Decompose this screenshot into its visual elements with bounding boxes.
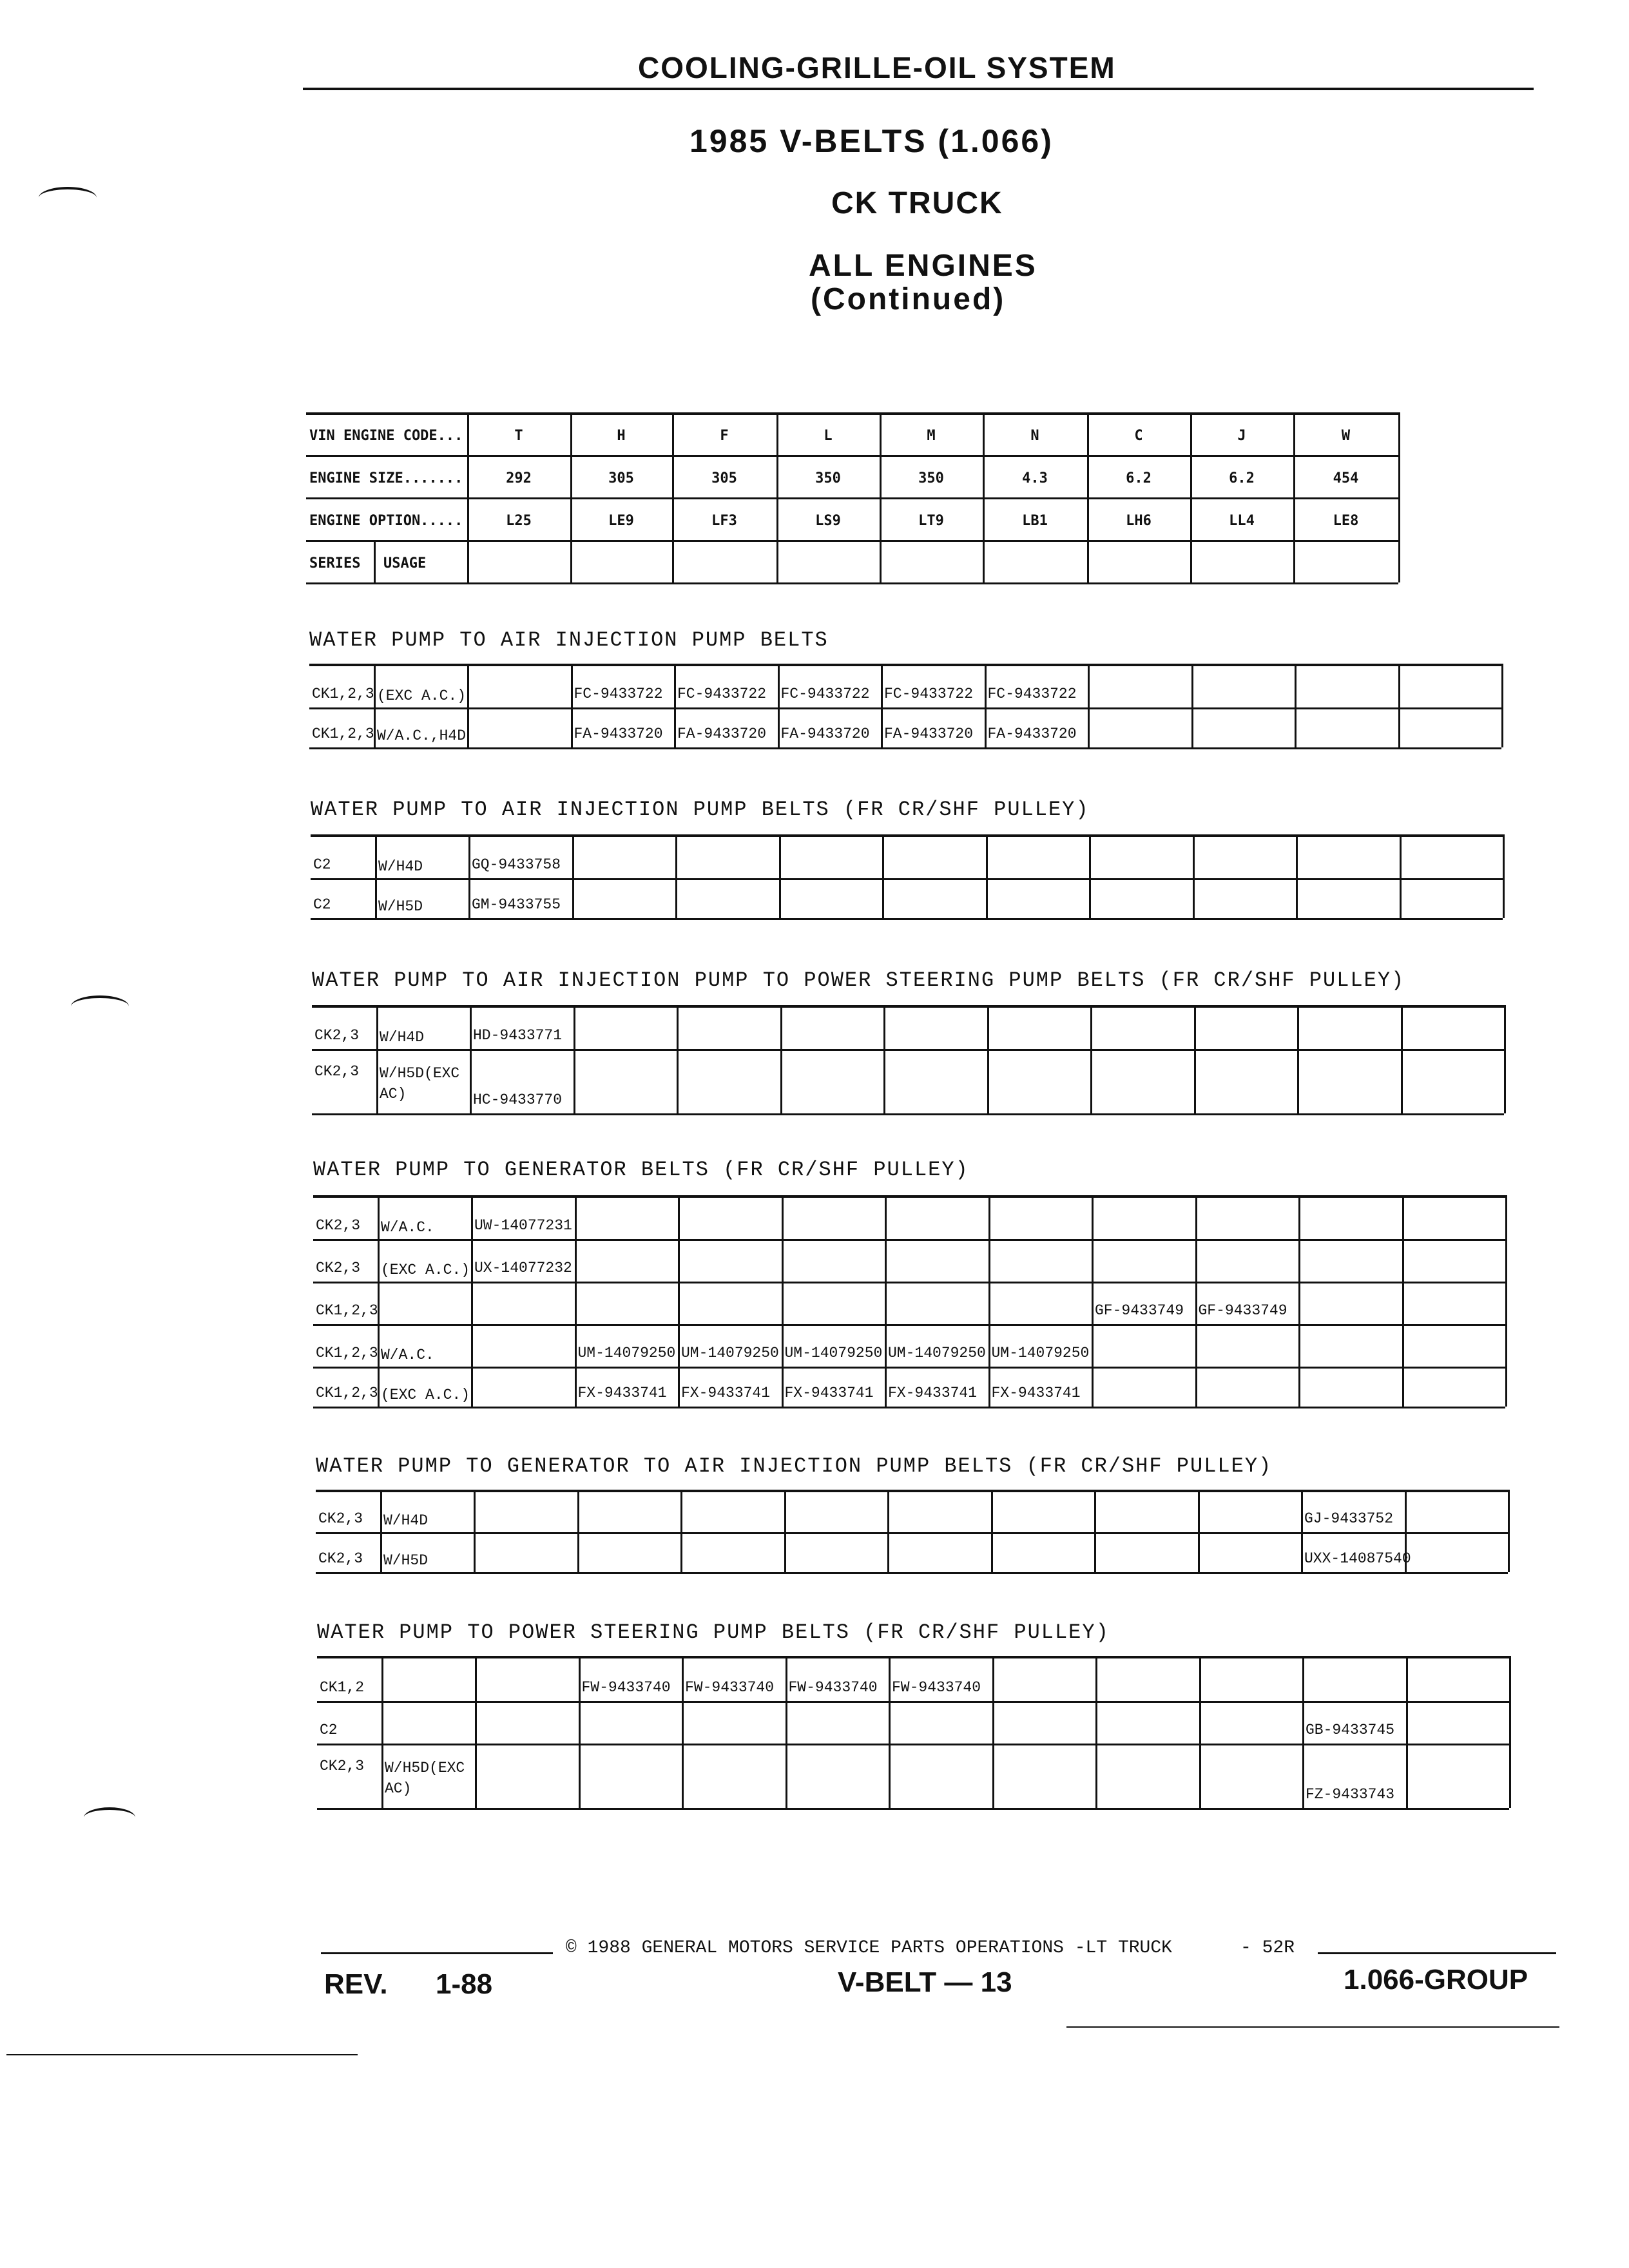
- section-col-rule: [1298, 1195, 1300, 1407]
- section-col-rule: [470, 1005, 472, 1113]
- section-col-rule: [1402, 1195, 1404, 1407]
- section-row-rule: [316, 1572, 1508, 1574]
- section-col-rule: [376, 1005, 378, 1113]
- section-col-rule: [471, 1195, 473, 1407]
- spec-row-label: VIN ENGINE CODE...: [309, 428, 463, 444]
- spec-value: LF3: [711, 513, 737, 529]
- revision-date: 1-88: [436, 1968, 493, 2000]
- usage-cell: (EXC A.C.): [381, 1262, 470, 1278]
- spec-value: H: [617, 428, 626, 444]
- part-number-cell: UXX-14087540: [1304, 1550, 1411, 1567]
- series-cell: CK2,3: [318, 1550, 363, 1567]
- page-title: 1985 V-BELTS (1.066): [689, 123, 1054, 159]
- section-col-rule: [881, 664, 883, 747]
- section-col-rule: [574, 1005, 575, 1113]
- part-number-cell: UX-14077232: [474, 1260, 572, 1276]
- spec-value: 350: [815, 470, 841, 486]
- section-row-rule: [309, 747, 1501, 749]
- section-col-rule: [381, 1656, 383, 1808]
- section-col-rule: [575, 1195, 577, 1407]
- section-top-rule: [313, 1195, 1505, 1198]
- part-number-cell: FX-9433741: [784, 1385, 874, 1401]
- section-row-rule: [317, 1701, 1509, 1703]
- part-number-cell: HD-9433771: [473, 1027, 563, 1044]
- section-col-rule: [572, 834, 574, 918]
- section-row-rule: [311, 918, 1503, 920]
- part-number-cell: FX-9433741: [888, 1385, 978, 1401]
- usage-cell: (EXC A.C.): [377, 687, 467, 704]
- section-top-rule: [317, 1656, 1509, 1658]
- section-col-rule: [991, 1490, 993, 1572]
- section-row-rule: [313, 1239, 1505, 1241]
- part-number-cell: FW-9433740: [685, 1679, 775, 1696]
- spec-value: 6.2: [1126, 470, 1152, 486]
- spec-value: N: [1030, 428, 1039, 444]
- section-col-rule: [1504, 1005, 1506, 1113]
- section-top-rule: [311, 834, 1503, 837]
- section-col-rule: [1195, 1195, 1197, 1407]
- section-row-rule: [309, 707, 1501, 709]
- part-number-cell: UW-14077231: [474, 1217, 572, 1234]
- section-col-rule: [1296, 834, 1298, 918]
- section-col-rule: [889, 1656, 891, 1808]
- revision-label: REV.: [324, 1968, 388, 2000]
- bottom-rule-left: [6, 2054, 358, 2055]
- series-cell: CK2,3: [314, 1027, 360, 1044]
- usage-cell: W/H4D: [380, 1029, 425, 1046]
- part-number-cell: FA-9433720: [987, 726, 1077, 742]
- spec-value: LE9: [608, 513, 634, 529]
- part-number-cell: FA-9433720: [677, 726, 767, 742]
- usage-cell: W/H4D: [378, 858, 423, 875]
- spec-value: 292: [506, 470, 532, 486]
- section-col-rule: [778, 664, 780, 747]
- series-cell: CK1,2,3: [312, 686, 374, 702]
- section-col-rule: [468, 834, 470, 918]
- spec-row-label: ENGINE OPTION.....: [309, 513, 463, 529]
- section-col-rule: [1301, 1490, 1303, 1572]
- section-col-rule: [882, 834, 884, 918]
- section-col-rule: [571, 664, 573, 747]
- bottom-rule-right: [1066, 2026, 1559, 2028]
- part-number-cell: FW-9433740: [892, 1679, 981, 1696]
- spec-value: LS9: [815, 513, 841, 529]
- section-row-rule: [316, 1532, 1508, 1534]
- section-col-rule: [678, 1195, 680, 1407]
- section-col-rule: [1508, 1490, 1510, 1572]
- spec-row-rule: [306, 455, 1398, 457]
- spec-value: LE8: [1333, 513, 1359, 529]
- section-title: WATER PUMP TO GENERATOR BELTS (FR CR/SHF PULLEY): [313, 1158, 969, 1182]
- spec-value: L25: [506, 513, 532, 529]
- part-number-cell: FC-9433722: [987, 686, 1077, 702]
- section-col-rule: [779, 834, 781, 918]
- section-col-rule: [782, 1195, 784, 1407]
- spec-value: 4.3: [1022, 470, 1048, 486]
- section-col-rule: [786, 1656, 787, 1808]
- part-number-cell: UM-14079250: [784, 1345, 883, 1361]
- part-number-cell: FX-9433741: [681, 1385, 771, 1401]
- section-row-rule: [313, 1282, 1505, 1283]
- part-number-cell: FX-9433741: [991, 1385, 1081, 1401]
- section-col-rule: [885, 1195, 887, 1407]
- part-number-cell: FX-9433741: [577, 1385, 667, 1401]
- section-col-rule: [1095, 1656, 1097, 1808]
- section-col-rule: [1401, 1005, 1403, 1113]
- part-number-cell: UM-14079250: [577, 1345, 676, 1361]
- page-reference: - 52R: [1240, 1938, 1295, 1958]
- section-col-rule: [1194, 1005, 1196, 1113]
- section-title: WATER PUMP TO GENERATOR TO AIR INJECTION PUMP BELTS (FR CR/SHF PULLEY): [316, 1454, 1273, 1478]
- series-cell: CK2,3: [316, 1260, 361, 1276]
- spec-top-rule: [306, 412, 1398, 415]
- spec-row-rule: [306, 497, 1398, 499]
- spec-value: LB1: [1022, 513, 1048, 529]
- header-rule: [303, 88, 1534, 90]
- section-col-rule: [1503, 834, 1505, 918]
- spec-value: LL4: [1229, 513, 1255, 529]
- part-number-cell: FW-9433740: [788, 1679, 878, 1696]
- vehicle-subtitle: CK TRUCK: [831, 186, 1003, 220]
- section-col-rule: [1193, 834, 1195, 918]
- part-number-cell: FA-9433720: [780, 726, 870, 742]
- section-col-rule: [883, 1005, 885, 1113]
- series-cell: CK1,2: [320, 1679, 365, 1696]
- series-cell: CK1,2,3: [316, 1385, 378, 1401]
- section-col-rule: [474, 1490, 476, 1572]
- section-col-rule: [1191, 664, 1193, 747]
- section-col-rule: [1400, 834, 1402, 918]
- part-number-cell: FA-9433720: [574, 726, 663, 742]
- part-number-cell: FC-9433722: [884, 686, 974, 702]
- part-number-cell: FC-9433722: [677, 686, 767, 702]
- spec-row-rule: [306, 540, 1398, 542]
- spec-value: 6.2: [1229, 470, 1255, 486]
- spec-col-rule: [1398, 412, 1400, 582]
- section-col-rule: [992, 1656, 994, 1808]
- spec-value: F: [720, 428, 729, 444]
- section-row-rule: [313, 1407, 1505, 1408]
- group-code: 1.066-GROUP: [1344, 1964, 1528, 1995]
- section-col-rule: [1088, 664, 1090, 747]
- spec-value: W: [1341, 428, 1351, 444]
- part-number-cell: UM-14079250: [991, 1345, 1090, 1361]
- section-col-rule: [784, 1490, 786, 1572]
- section-col-rule: [988, 1195, 990, 1407]
- scan-mark: [39, 187, 97, 209]
- section-title: WATER PUMP TO POWER STEERING PUMP BELTS (FR CR/SHF PULLEY): [317, 1620, 1110, 1644]
- usage-column-label: USAGE: [383, 555, 427, 572]
- footer-rule-right: [1318, 1952, 1556, 1954]
- usage-cell: W/H5D: [383, 1552, 429, 1569]
- section-col-rule: [1406, 1656, 1408, 1808]
- section-col-rule: [1090, 1005, 1092, 1113]
- part-number-cell: GQ-9433758: [472, 856, 561, 873]
- section-col-rule: [780, 1005, 782, 1113]
- engines-heading: ALL ENGINES: [809, 249, 1037, 283]
- section-col-rule: [378, 1195, 380, 1407]
- section-top-rule: [309, 664, 1501, 666]
- usage-cell: W/A.C.,H4D: [377, 727, 467, 744]
- series-cell: CK1,2,3: [312, 726, 374, 742]
- section-row-rule: [311, 878, 1503, 880]
- series-cell: CK1,2,3: [316, 1345, 378, 1361]
- section-col-rule: [887, 1490, 889, 1572]
- section-col-rule: [380, 1490, 382, 1572]
- spec-value: 350: [918, 470, 944, 486]
- section-col-rule: [1295, 664, 1296, 747]
- section-col-rule: [986, 834, 988, 918]
- section-row-rule: [313, 1324, 1505, 1326]
- spec-row-rule: [306, 582, 1398, 584]
- section-col-rule: [375, 834, 377, 918]
- part-number-cell: HC-9433770: [473, 1091, 563, 1108]
- spec-value: 454: [1333, 470, 1359, 486]
- usage-cell: W/H5D(EXC AC): [380, 1065, 460, 1102]
- section-col-rule: [1302, 1656, 1304, 1808]
- section-col-rule: [1297, 1005, 1299, 1113]
- section-row-rule: [312, 1049, 1504, 1051]
- part-number-cell: GB-9433745: [1306, 1722, 1395, 1738]
- spec-value: C: [1134, 428, 1143, 444]
- part-number-cell: FA-9433720: [884, 726, 974, 742]
- part-number-cell: UM-14079250: [888, 1345, 986, 1361]
- section-col-rule: [677, 1005, 679, 1113]
- part-number-cell: FC-9433722: [780, 686, 870, 702]
- section-col-rule: [1198, 1490, 1200, 1572]
- part-number-cell: UM-14079250: [681, 1345, 779, 1361]
- usage-cell: W/A.C.: [381, 1347, 434, 1363]
- section-title: WATER PUMP TO AIR INJECTION PUMP BELTS (FR CR/SHF PULLEY): [311, 798, 1090, 822]
- section-col-rule: [1501, 664, 1503, 747]
- spec-series-divider: [374, 540, 376, 582]
- section-row-rule: [312, 1113, 1504, 1115]
- spec-value: J: [1237, 428, 1246, 444]
- section-col-rule: [475, 1656, 477, 1808]
- section-col-rule: [1398, 664, 1400, 747]
- part-number-cell: GJ-9433752: [1304, 1510, 1394, 1527]
- section-top-rule: [312, 1005, 1504, 1008]
- section-col-rule: [1505, 1195, 1507, 1407]
- section-col-rule: [682, 1656, 684, 1808]
- part-number-cell: FZ-9433743: [1306, 1786, 1395, 1803]
- section-title: WATER PUMP TO AIR INJECTION PUMP TO POWER STEERING PUMP BELTS (FR CR/SHF PULLEY): [312, 968, 1405, 992]
- footer-rule-left: [321, 1952, 553, 1954]
- section-col-rule: [674, 664, 676, 747]
- section-col-rule: [467, 664, 469, 747]
- part-number-cell: GM-9433755: [472, 896, 561, 913]
- system-heading: COOLING-GRILLE-OIL SYSTEM: [638, 51, 1116, 84]
- usage-cell: W/H5D: [378, 898, 423, 915]
- section-col-rule: [675, 834, 677, 918]
- spec-value: T: [514, 428, 523, 444]
- section-col-rule: [985, 664, 987, 747]
- series-column-label: SERIES: [309, 555, 361, 572]
- scan-mark: [84, 1807, 135, 1828]
- section-col-rule: [680, 1490, 682, 1572]
- part-number-cell: GF-9433749: [1095, 1302, 1184, 1319]
- series-cell: CK1,2,3: [316, 1302, 378, 1319]
- section-col-rule: [987, 1005, 989, 1113]
- series-cell: CK2,3: [314, 1063, 360, 1080]
- part-number-cell: FW-9433740: [581, 1679, 671, 1696]
- section-top-rule: [316, 1490, 1508, 1492]
- section-col-rule: [1094, 1490, 1096, 1572]
- spec-value: LT9: [918, 513, 944, 529]
- part-number-cell: GF-9433749: [1198, 1302, 1287, 1319]
- usage-cell: (EXC A.C.): [381, 1387, 470, 1403]
- section-col-rule: [577, 1490, 579, 1572]
- spec-value: M: [927, 428, 936, 444]
- usage-cell: W/H4D: [383, 1512, 429, 1529]
- section-col-rule: [1199, 1656, 1201, 1808]
- spec-value: L: [824, 428, 833, 444]
- section-title: WATER PUMP TO AIR INJECTION PUMP BELTS: [309, 628, 829, 652]
- section-col-rule: [579, 1656, 581, 1808]
- section-row-rule: [317, 1744, 1509, 1745]
- spec-value: 305: [711, 470, 737, 486]
- scan-mark: [71, 995, 129, 1017]
- part-number-cell: FC-9433722: [574, 686, 663, 702]
- section-row-rule: [313, 1367, 1505, 1369]
- section-col-rule: [1509, 1656, 1511, 1808]
- series-cell: C2: [320, 1722, 338, 1738]
- usage-cell: W/H5D(EXC AC): [385, 1760, 465, 1797]
- series-cell: C2: [313, 856, 331, 873]
- spec-value: 305: [608, 470, 634, 486]
- section-row-rule: [317, 1808, 1509, 1810]
- continued-heading: (Continued): [811, 282, 1006, 316]
- series-cell: CK2,3: [316, 1217, 361, 1234]
- section-col-rule: [1089, 834, 1091, 918]
- spec-value: LH6: [1126, 513, 1152, 529]
- spec-row-label: ENGINE SIZE.......: [309, 470, 463, 486]
- section-col-rule: [1092, 1195, 1094, 1407]
- series-cell: C2: [313, 896, 331, 913]
- series-cell: CK2,3: [318, 1510, 363, 1527]
- series-cell: CK2,3: [320, 1758, 365, 1774]
- copyright-text: © 1988 GENERAL MOTORS SERVICE PARTS OPERATIONS -LT TRUCK: [566, 1938, 1172, 1958]
- page-number: V-BELT — 13: [838, 1966, 1012, 1998]
- usage-cell: W/A.C.: [381, 1219, 434, 1236]
